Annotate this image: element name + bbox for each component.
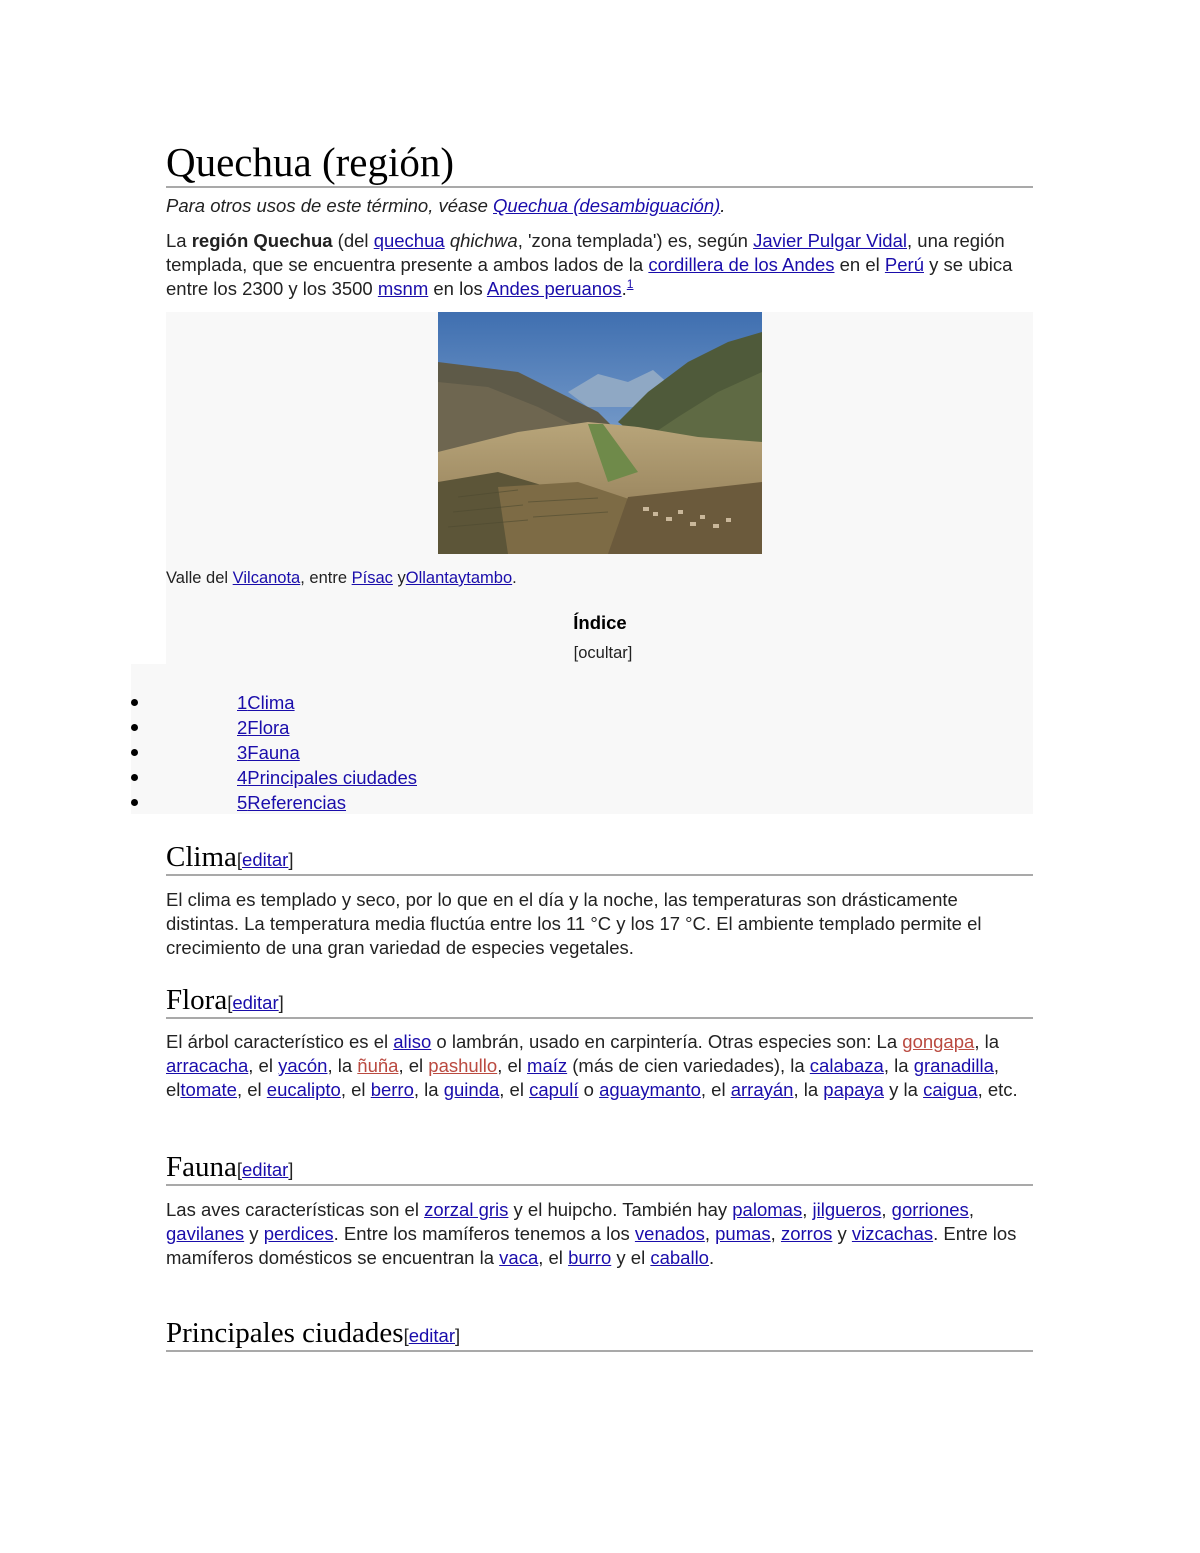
redlink-nuna[interactable]: ñuña [357, 1055, 399, 1076]
bullet-icon [131, 749, 138, 756]
link-vaca[interactable]: vaca [499, 1247, 539, 1268]
edit-link-fauna[interactable]: editar [242, 1159, 289, 1180]
fauna-text: , [770, 1223, 781, 1244]
fauna-text: Las aves características son el [166, 1199, 425, 1220]
toc-number: 2 [237, 717, 248, 738]
intro-text: La [166, 230, 192, 251]
link-burro[interactable]: burro [568, 1247, 612, 1268]
bracket: [ [236, 1159, 243, 1180]
section-heading-clima [166, 840, 1033, 876]
link-venados[interactable]: venados [634, 1223, 705, 1244]
section-heading-flora [166, 983, 1033, 1019]
bracket: [ [227, 992, 233, 1013]
toc-toggle-button[interactable]: ocultar [578, 644, 628, 662]
valley-photo[interactable] [438, 312, 762, 554]
toc-number: 4 [237, 767, 248, 788]
toc-link-referencias[interactable] [237, 790, 346, 815]
link-caballo[interactable]: caballo [650, 1247, 709, 1268]
caption-text: y [392, 569, 406, 587]
flora-text: , etc. [977, 1079, 1018, 1100]
fauna-text: y [244, 1223, 264, 1244]
bracket: ] [278, 992, 284, 1013]
edit-link-clima[interactable]: editar [242, 849, 289, 870]
section-heading-principales-ciudades [166, 1316, 1033, 1352]
toc-number: 5 [237, 792, 248, 813]
intro-text: , 'zona templada') es, según [517, 230, 754, 251]
toc-link-clima[interactable] [237, 690, 295, 715]
fauna-text: , el [538, 1247, 569, 1268]
link-arrayan[interactable]: arrayán [730, 1079, 794, 1100]
fauna-text: y [832, 1223, 852, 1244]
link-berro[interactable]: berro [370, 1079, 414, 1100]
toc-link-fauna[interactable] [237, 740, 300, 765]
fauna-text: , [881, 1199, 892, 1220]
link-eucalipto[interactable]: eucalipto [266, 1079, 341, 1100]
intro-text: (del [332, 230, 374, 251]
flora-text: , el [700, 1079, 731, 1100]
link-zorzal-gris[interactable]: zorzal gris [424, 1199, 509, 1220]
flora-text: , el [340, 1079, 371, 1100]
link-calabaza[interactable]: calabaza [809, 1055, 884, 1076]
toc-link-flora[interactable] [237, 715, 289, 740]
toc-toggle-wrapper [0, 644, 1200, 663]
link-caigua[interactable]: caigua [923, 1079, 978, 1100]
link-tomate[interactable]: tomate [180, 1079, 237, 1100]
link-guinda[interactable]: guinda [443, 1079, 500, 1100]
intro-text: y se ubica entre los 2300 y los 3500 [166, 254, 1013, 299]
flora-text: , el [398, 1055, 429, 1076]
link-quechua[interactable]: quechua [373, 230, 445, 251]
link-msnm[interactable]: msnm [377, 278, 429, 299]
heading-text: Clima [166, 841, 237, 873]
bullet-icon [131, 799, 138, 806]
bracket: ] [455, 1325, 461, 1346]
toc-number: 3 [237, 742, 248, 763]
fauna-text: . [708, 1247, 715, 1268]
link-yacon[interactable]: yacón [278, 1055, 328, 1076]
fauna-text: y el [611, 1247, 651, 1268]
flora-text: , el [248, 1055, 279, 1076]
bracket: [ [236, 849, 243, 870]
link-jilgueros[interactable]: jilgueros [812, 1199, 882, 1220]
intro-text: . [621, 278, 627, 299]
flora-text: , el [497, 1055, 528, 1076]
flora-text: , el [236, 1079, 267, 1100]
fauna-paragraph [166, 1198, 1033, 1270]
flora-text: (más de cien variedades), la [567, 1055, 810, 1076]
hatnote [166, 194, 725, 218]
bracket: ] [627, 644, 633, 662]
fauna-text: . Entre los mamíferos domésticos se encuentran la [166, 1223, 1017, 1268]
bracket: ] [288, 1159, 294, 1180]
edit-wrapper [237, 849, 294, 870]
hatnote-text: Para otros usos de este término, véase [166, 195, 494, 216]
toc-label: Clima [247, 692, 295, 713]
flora-text: , el [499, 1079, 530, 1100]
toc-title: Índice [573, 612, 627, 633]
bracket: [ [403, 1325, 409, 1346]
link-perdices[interactable]: perdices [263, 1223, 334, 1244]
caption-text: . [512, 569, 517, 587]
bullet-icon [131, 774, 138, 781]
toc-label: Fauna [247, 742, 300, 763]
redlink-pashullo[interactable]: pashullo [428, 1055, 498, 1076]
link-gavilanes[interactable]: gavilanes [166, 1223, 245, 1244]
flora-text: y la [883, 1079, 924, 1100]
flora-text: o lambrán, usado en carpintería. Otras especies son: La [431, 1031, 903, 1052]
flora-text: El árbol característico es el [166, 1031, 394, 1052]
edit-wrapper [237, 1159, 294, 1180]
reference-link[interactable]: 1 [626, 276, 634, 291]
link-cordillera[interactable]: cordillera de los Andes [648, 254, 835, 275]
link-ollantaytambo[interactable]: Ollantaytambo [405, 569, 513, 587]
flora-text: , la [327, 1055, 358, 1076]
link-peru[interactable]: Perú [884, 254, 924, 275]
bullet-icon [131, 699, 138, 706]
hatnote-end: . [720, 195, 726, 216]
flora-text: , la [413, 1079, 444, 1100]
link-arracacha[interactable]: arracacha [166, 1055, 249, 1076]
valley-illustration [438, 312, 762, 554]
intro-paragraph [166, 229, 1033, 301]
section-heading-fauna [166, 1150, 1033, 1186]
toc-label: Referencias [247, 792, 347, 813]
link-javier-pulgar-vidal[interactable]: Javier Pulgar Vidal [753, 230, 907, 251]
link-papaya[interactable]: papaya [823, 1079, 884, 1100]
page-title: Quechua (región) [166, 138, 1033, 188]
flora-text: , el [166, 1055, 1000, 1100]
caption-text: , entre [300, 569, 352, 587]
edit-wrapper [227, 992, 284, 1013]
intro-text: en el [834, 254, 885, 275]
fauna-text: , [968, 1199, 974, 1220]
flora-text: o [578, 1079, 600, 1100]
link-capuli[interactable]: capulí [529, 1079, 579, 1100]
intro-italic: qhichwa [449, 230, 518, 251]
link-gorriones[interactable]: gorriones [891, 1199, 969, 1220]
toc-link-principales-ciudades[interactable] [237, 765, 417, 790]
heading-text: Fauna [166, 1151, 237, 1183]
fauna-text: y el huipcho. También hay [508, 1199, 733, 1220]
bullet-icon [131, 724, 138, 731]
edit-link-principales-ciudades[interactable]: editar [408, 1325, 455, 1346]
caption-text: Valle del [166, 569, 233, 587]
link-vizcachas[interactable]: vizcachas [851, 1223, 934, 1244]
link-aguaymanto[interactable]: aguaymanto [599, 1079, 701, 1100]
intro-text: en los [428, 278, 487, 299]
bracket: ] [288, 849, 294, 870]
figure-caption [166, 567, 517, 589]
toc-label: Principales ciudades [247, 767, 417, 788]
flora-text: , la [793, 1079, 824, 1100]
fauna-text: , [802, 1199, 813, 1220]
link-maiz[interactable]: maíz [527, 1055, 568, 1076]
toc-label: Flora [247, 717, 290, 738]
link-granadilla[interactable]: granadilla [913, 1055, 994, 1076]
edit-wrapper [404, 1325, 461, 1346]
flora-paragraph [166, 1030, 1033, 1102]
intro-text: , una región templada, que se encuentra presente a ambos lados de la [166, 230, 1005, 275]
flora-text: , la [974, 1031, 999, 1052]
redlink-gongapa[interactable]: gongapa [902, 1031, 975, 1052]
link-palomas[interactable]: palomas [732, 1199, 803, 1220]
link-aliso[interactable]: aliso [393, 1031, 432, 1052]
link-zorros[interactable]: zorros [780, 1223, 833, 1244]
clima-paragraph: El clima es templado y seco, por lo que en el día y la noche, las temperaturas son drásticamente distintas. La temperatura media fluctúa entre los 11 °C y los 17 °C. El ambiente templado permite el crecimiento de una gran variedad de especies vegetales. [166, 889, 982, 958]
bracket: [ [573, 644, 579, 662]
fauna-text: , [704, 1223, 716, 1244]
link-andes-peruanos[interactable]: Andes peruanos [486, 278, 622, 299]
link-pumas[interactable]: pumas [715, 1223, 771, 1244]
link-quechua-desambiguacion[interactable]: Quechua (desambiguación) [493, 195, 721, 216]
link-pisac[interactable]: Písac [351, 569, 393, 587]
fauna-text: . Entre los mamíferos tenemos a los [333, 1223, 635, 1244]
edit-link-flora[interactable]: editar [232, 992, 279, 1013]
link-vilcanota[interactable]: Vilcanota [232, 569, 301, 587]
flora-text: , la [883, 1055, 914, 1076]
heading-text: Principales ciudades [166, 1317, 404, 1349]
heading-text: Flora [166, 984, 228, 1016]
intro-bold: región Quechua [191, 230, 333, 251]
toc-number: 1 [237, 692, 248, 713]
